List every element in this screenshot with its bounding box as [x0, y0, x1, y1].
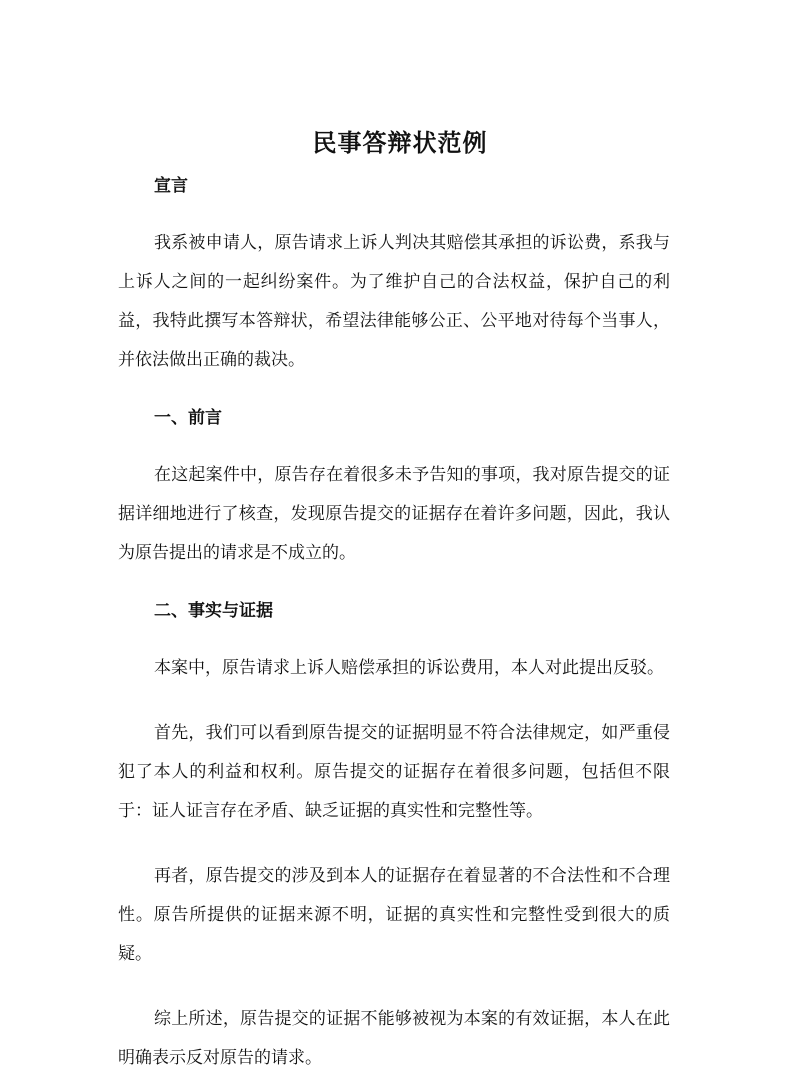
paragraph: 我系被申请人，原告请求上诉人判决其赔偿其承担的诉讼费，系我与上诉人之间的一起纠纷案件。为了维护自己的合法权益，保护自己的利益，我特此撰写本答辩状，希望法律能够公正、公平地对待每个当事人，并依法做出正确的裁决。 [118, 233, 670, 370]
section-facts-and-evidence [118, 599, 670, 1078]
paragraph: 本案中，原告请求上诉人赔偿承担的诉讼费用，本人对此提出反驳。 [154, 658, 664, 678]
document-title: 民事答辩状范例 [312, 128, 488, 157]
section-heading: 二、事实与证据 [154, 601, 273, 621]
paragraph: 再者，原告提交的涉及到本人的证据存在着显著的不合法性和不合理性。原告所提供的证据来源不明，证据的真实性和完整性受到很大的质疑。 [118, 866, 670, 964]
paragraph: 首先，我们可以看到原告提交的证据明显不符合法律规定，如严重侵犯了本人的利益和权利。原告提交的证据存在着很多问题，包括但不限于：证人证言存在矛盾、缺乏证据的真实性和完整性等。 [118, 723, 670, 821]
paragraph: 在这起案件中，原告存在着很多未予告知的事项，我对原告提交的证据详细地进行了核查，发现原告提交的证据存在着许多问题，因此，我认为原告提出的请求是不成立的。 [118, 465, 670, 563]
paragraph: 综上所述，原告提交的证据不能够被视为本案的有效证据，本人在此明确表示反对原告的请求。 [118, 1009, 670, 1068]
section-heading: 一、前言 [154, 408, 222, 428]
section-declaration [118, 174, 670, 380]
section-preface [118, 406, 670, 573]
section-heading: 宣言 [154, 176, 188, 196]
